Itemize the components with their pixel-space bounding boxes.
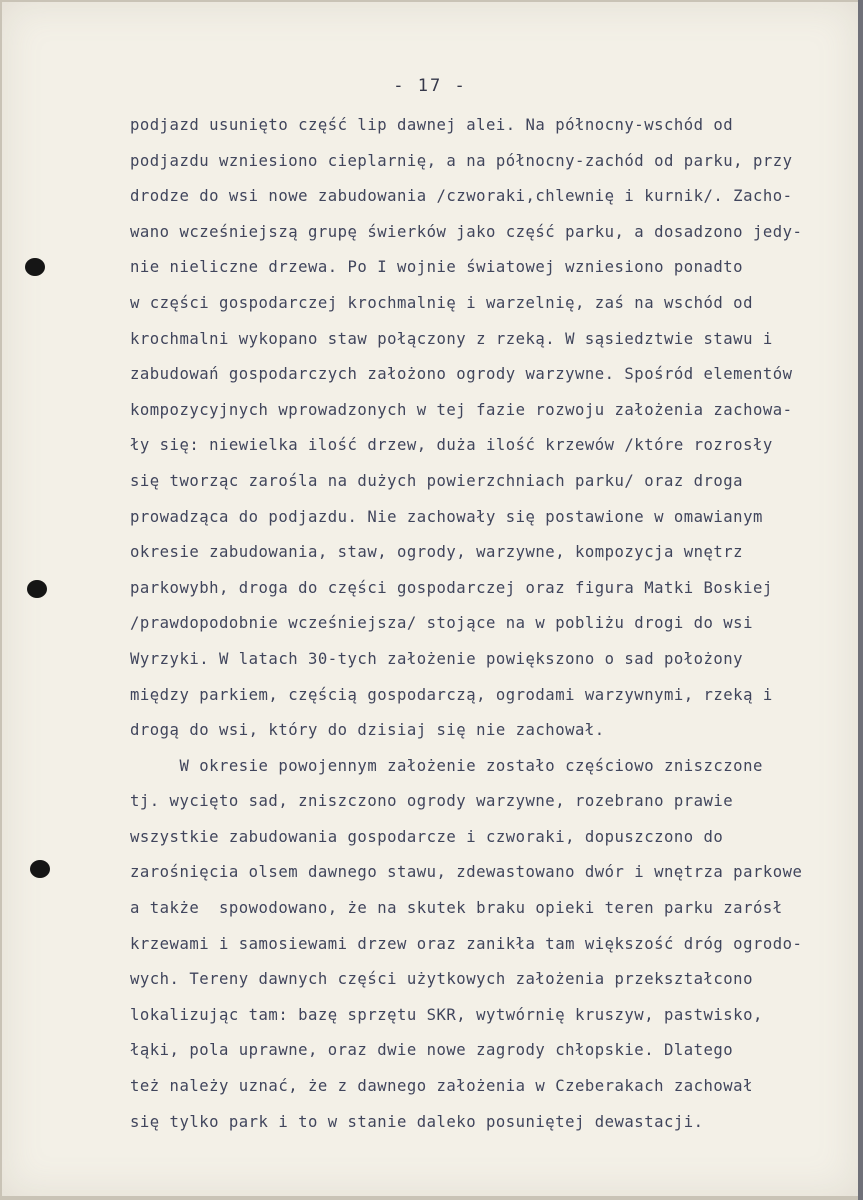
text-line: Wyrzyki. W latach 30-tych założenie powiększono o sad położony (130, 649, 744, 668)
text-line: krochmalni wykopano staw połączony z rzeką. W sąsiedztwie stawu i (130, 329, 773, 348)
text-line: /prawdopodobnie wcześniejsza/ stojące na w pobliżu drogi do wsi (130, 614, 753, 633)
punch-hole-top (25, 258, 45, 276)
punch-hole-middle (27, 580, 47, 598)
text-line: wszystkie zabudowania gospodarcze i czworaki, dopuszczono do (130, 827, 724, 846)
text-line: wano wcześniejszą grupę świerków jako część parku, a dosadzono jedy- (130, 222, 803, 241)
text-line: lokalizując tam: bazę sprzętu SKR, wytwórnię kruszyw, pastwisko, (130, 1005, 763, 1024)
text-line: drodze do wsi nowe zabudowania /czworaki,chlewnię i kurnik/. Zacho- (130, 187, 793, 206)
text-line: nie nieliczne drzewa. Po I wojnie światowej wzniesiono ponadto (130, 258, 744, 277)
text-line: podjazdu wzniesiono cieplarnię, a na północny-zachód od parku, przy (130, 151, 793, 170)
text-line: zarośnięcia olsem dawnego stawu, zdewastowano dwór i wnętrza parkowe (130, 863, 803, 882)
text-line: krzewami i samosiewami drzew oraz zanikła tam większość dróg ogrodo- (130, 934, 803, 953)
text-line: prowadząca do podjazdu. Nie zachowały się postawione w omawianym (130, 507, 763, 526)
text-line: w części gospodarczej krochmalnię i warzelnię, zaś na wschód od (130, 293, 753, 312)
document-page (2, 2, 858, 1196)
body-text (130, 108, 802, 1140)
text-line: kompozycyjnych wprowadzonych w tej fazie rozwoju założenia zachowa- (130, 400, 793, 419)
text-line: W okresie powojennym założenie zostało częściowo zniszczone (130, 756, 763, 775)
text-line: wych. Tereny dawnych części użytkowych założenia przekształcono (130, 970, 753, 989)
text-line: parkowybh, droga do części gospodarczej oraz figura Matki Boskiej (130, 578, 773, 597)
text-line: a także spowodowano, że na skutek braku opieki teren parku zarósł (130, 899, 783, 918)
page-number: - 17 - (393, 76, 467, 96)
text-line: też należy uznać, że z dawnego założenia w Czeberakach zachował (130, 1077, 753, 1096)
punch-hole-bottom (30, 860, 50, 878)
text-line: między parkiem, częścią gospodarczą, ogrodami warzywnymi, rzeką i (130, 685, 773, 704)
text-line: tj. wycięto sad, zniszczono ogrody warzywne, rozebrano prawie (130, 792, 734, 811)
text-line: się tworząc zarośla na dużych powierzchniach parku/ oraz droga (130, 471, 744, 490)
text-line: drogą do wsi, który do dzisiaj się nie zachował. (130, 721, 605, 740)
text-line: się tylko park i to w stanie daleko posuniętej dewastacji. (130, 1112, 704, 1131)
text-line: ły się: niewielka ilość drzew, duża ilość krzewów /które rozrosły (130, 436, 773, 455)
text-line: podjazd usunięto część lip dawnej alei. Na północny-wschód od (130, 116, 734, 134)
scan-edge (858, 0, 863, 1200)
text-line: okresie zabudowania, staw, ogrody, warzywne, kompozycja wnętrz (130, 543, 744, 562)
text-line: zabudowań gospodarczych założono ogrody warzywne. Spośród elementów (130, 365, 793, 384)
text-line: łąki, pola uprawne, oraz dwie nowe zagrody chłopskie. Dlatego (130, 1041, 734, 1060)
